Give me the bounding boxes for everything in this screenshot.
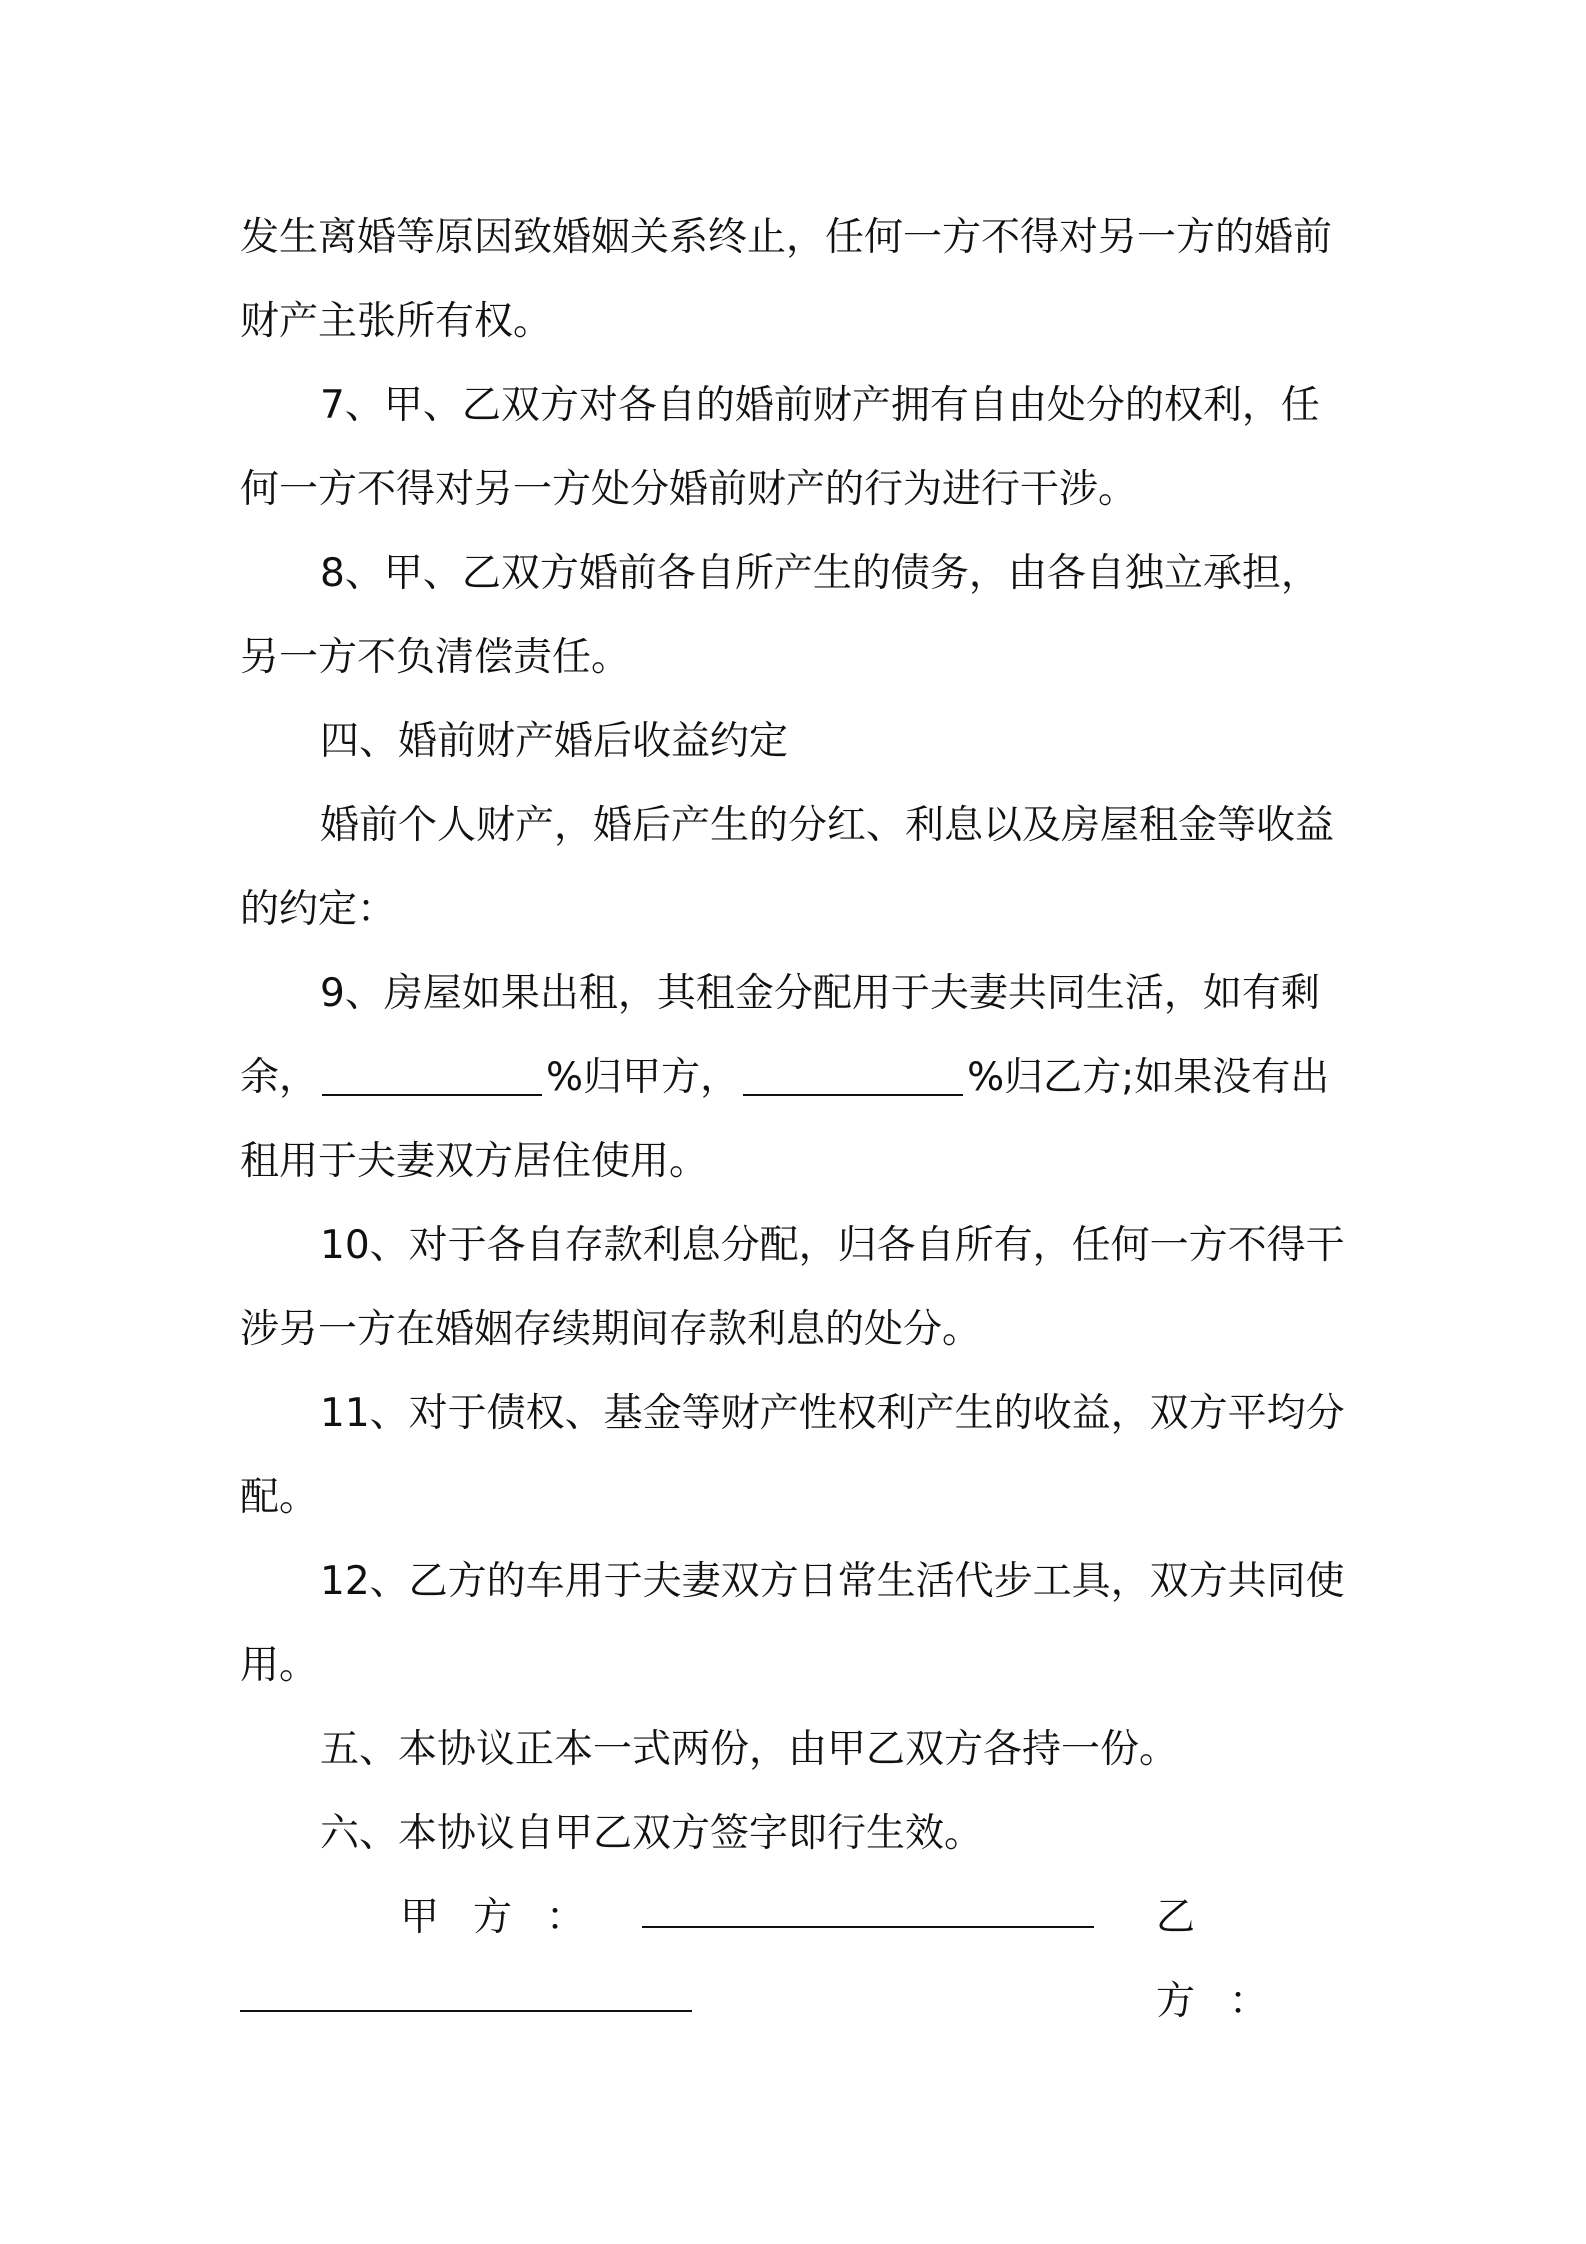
section-5-line: 五、本协议正本一式两份，由甲乙双方各持一份。 [320,1727,1179,1772]
party-b-percent-blank[interactable] [743,1054,963,1096]
text-line: 财产主张所有权。 [240,299,553,344]
party-a-percent-blank[interactable] [322,1054,542,1096]
clause-12-line-2: 用。 [240,1643,319,1688]
clause-9-line-1: 9、房屋如果出租，其租金分配用于夫妻共同生活，如有剩 [320,971,1320,1016]
clause-9-fill-line [240,1036,1352,1120]
clause-8-line-2: 另一方不负清偿责任。 [240,635,631,680]
section-6-line: 六、本协议自甲乙双方签字即行生效。 [320,1811,984,1856]
text-line: 发生离婚等原因致婚姻关系终止，任何一方不得对另一方的婚前 [240,215,1333,260]
signature-line [240,1876,1352,2024]
section-4-text-line-1: 婚前个人财产，婚后产生的分红、利息以及房屋租金等收益 [320,803,1335,848]
signature-continuation-line [240,1960,1352,2044]
party-a-label: 甲方： [400,1895,620,1940]
section-4-text-line-2: 的约定： [240,887,397,932]
clause-7-line-1: 7、甲、乙双方对各自的婚前财产拥有自由处分的权利，任 [320,383,1320,428]
clause-10-line-2: 涉另一方在婚姻存续期间存款利息的处分。 [240,1307,982,1352]
clause-12-line-1: 12、乙方的车用于夫妻双方日常生活代步工具，双方共同使 [320,1559,1345,1604]
party-b-signature-blank[interactable] [240,2010,692,2012]
fill-prefix: 余， [240,1055,319,1100]
fill-middle: %归甲方， [546,1055,740,1100]
fill-suffix: %归乙方;如果没有出 [967,1055,1330,1100]
document-page [240,196,1352,2044]
clause-10-line-1: 10、对于各自存款利息分配，归各自所有，任何一方不得干 [320,1223,1345,1268]
clause-9-line-3: 租用于夫妻双方居住使用。 [240,1139,709,1184]
party-a-signature-blank[interactable] [642,1926,1094,1928]
clause-7-line-2: 何一方不得对另一方处分婚前财产的行为进行干涉。 [240,467,1138,512]
clause-8-line-1: 8、甲、乙双方婚前各自所产生的债务，由各自独立承担， [320,551,1320,596]
clause-11-line-1: 11、对于债权、基金等财产性权利产生的收益，双方平均分 [320,1391,1345,1436]
section-4-heading: 四、婚前财产婚后收益约定 [320,719,789,764]
clause-11-line-2: 配。 [240,1475,319,1520]
party-b-label: 乙方： [1156,1895,1303,2024]
